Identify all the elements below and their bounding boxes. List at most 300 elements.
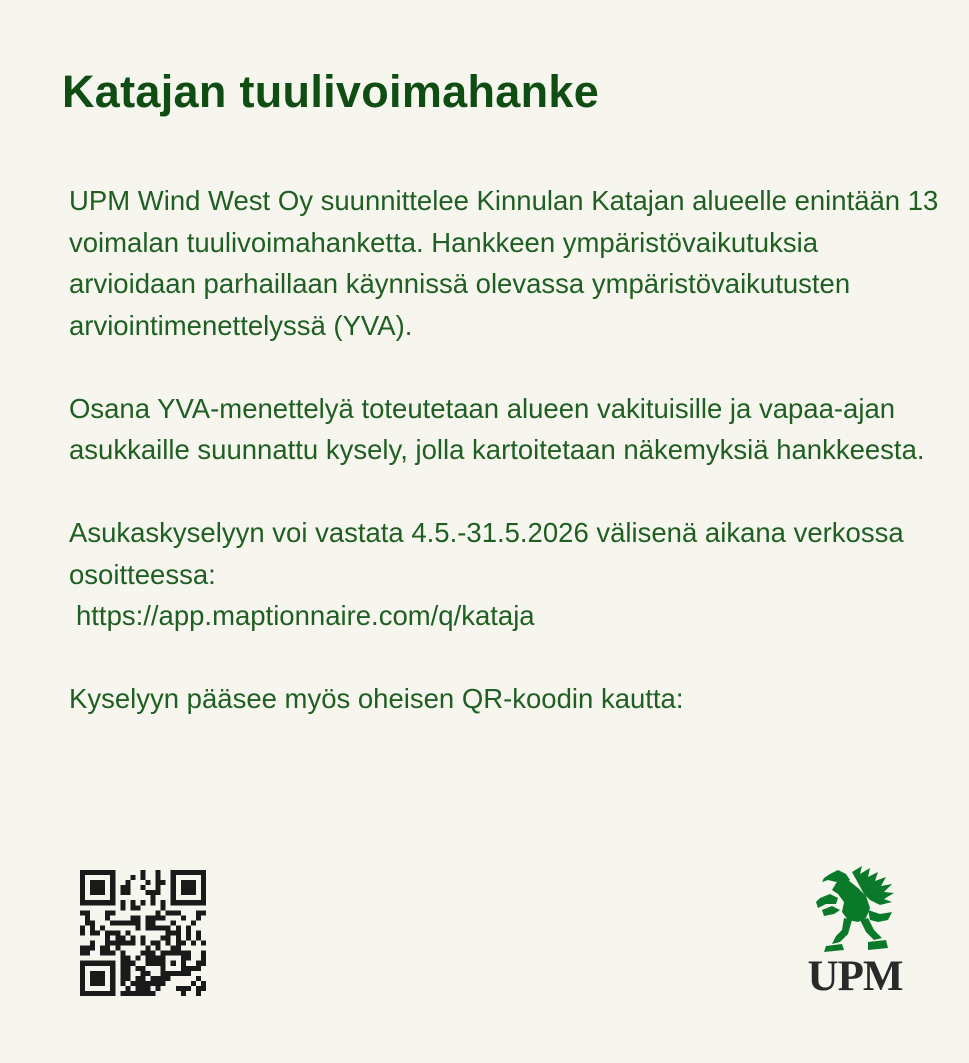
qr-module bbox=[151, 925, 156, 930]
qr-module bbox=[156, 910, 161, 915]
qr-module bbox=[110, 951, 115, 956]
qr-module bbox=[90, 991, 95, 996]
qr-module bbox=[120, 981, 125, 986]
qr-module bbox=[166, 936, 171, 941]
qr-module bbox=[95, 930, 100, 935]
qr-module bbox=[151, 991, 156, 996]
qr-module bbox=[135, 976, 140, 981]
qr-module bbox=[151, 895, 156, 900]
logo-text: UPM bbox=[807, 953, 903, 1000]
qr-module bbox=[120, 936, 125, 941]
qr-module bbox=[100, 971, 105, 976]
qr-module bbox=[110, 930, 115, 935]
qr-module bbox=[100, 880, 105, 885]
qr-module bbox=[161, 900, 166, 905]
qr-module bbox=[90, 885, 95, 890]
qr-module bbox=[186, 956, 191, 961]
qr-module bbox=[181, 956, 186, 961]
qr-module bbox=[171, 890, 176, 895]
qr-module bbox=[80, 890, 85, 895]
qr-module bbox=[201, 895, 206, 900]
qr-module bbox=[120, 890, 125, 895]
qr-module bbox=[135, 915, 140, 920]
qr-module bbox=[105, 936, 110, 941]
qr-module bbox=[110, 971, 115, 976]
qr-module bbox=[186, 890, 191, 895]
qr-module bbox=[100, 991, 105, 996]
qr-module bbox=[161, 915, 166, 920]
qr-module bbox=[115, 941, 120, 946]
qr-module bbox=[120, 951, 125, 956]
qr-module bbox=[161, 961, 166, 966]
qr-module bbox=[110, 981, 115, 986]
qr-module bbox=[166, 971, 171, 976]
qr-module bbox=[156, 890, 161, 895]
qr-module bbox=[161, 951, 166, 956]
qr-module bbox=[90, 981, 95, 986]
qr-module bbox=[135, 981, 140, 986]
qr-module bbox=[146, 991, 151, 996]
qr-module bbox=[151, 890, 156, 895]
qr-module bbox=[191, 880, 196, 885]
qr-module bbox=[100, 976, 105, 981]
qr-module bbox=[125, 941, 130, 946]
qr-module bbox=[80, 971, 85, 976]
qr-module bbox=[125, 930, 130, 935]
qr-module bbox=[156, 925, 161, 930]
qr-module bbox=[191, 920, 196, 925]
qr-module bbox=[146, 915, 151, 920]
qr-module bbox=[130, 991, 135, 996]
qr-module bbox=[85, 991, 90, 996]
qr-module bbox=[135, 920, 140, 925]
qr-module bbox=[85, 915, 90, 920]
qr-module bbox=[181, 900, 186, 905]
qr-module bbox=[80, 976, 85, 981]
griffin-icon bbox=[808, 864, 900, 956]
qr-module bbox=[181, 870, 186, 875]
qr-module bbox=[151, 976, 156, 981]
qr-module bbox=[140, 971, 145, 976]
qr-module bbox=[80, 885, 85, 890]
qr-module bbox=[146, 920, 151, 925]
qr-note-paragraph: Kyselyyn pääsee myös oheisen QR-koodin kautta: bbox=[69, 683, 684, 714]
qr-module bbox=[85, 951, 90, 956]
qr-module bbox=[151, 941, 156, 946]
qr-module bbox=[140, 870, 145, 875]
qr-module bbox=[201, 875, 206, 880]
qr-module bbox=[161, 925, 166, 930]
qr-module bbox=[95, 890, 100, 895]
qr-module bbox=[176, 951, 181, 956]
qr-module bbox=[201, 900, 206, 905]
qr-module bbox=[166, 930, 171, 935]
qr-module bbox=[196, 961, 201, 966]
qr-module bbox=[130, 941, 135, 946]
qr-module bbox=[95, 880, 100, 885]
qr-module bbox=[140, 986, 145, 991]
qr-module bbox=[156, 880, 161, 885]
qr-module bbox=[151, 956, 156, 961]
qr-module bbox=[110, 910, 115, 915]
qr-module bbox=[161, 956, 166, 961]
qr-module bbox=[80, 951, 85, 956]
qr-module bbox=[201, 951, 206, 956]
qr-module bbox=[130, 875, 135, 880]
qr-module bbox=[120, 920, 125, 925]
qr-module bbox=[80, 925, 85, 930]
qr-module bbox=[130, 905, 135, 910]
qr-module bbox=[196, 966, 201, 971]
qr-module bbox=[191, 900, 196, 905]
qr-module bbox=[140, 951, 145, 956]
qr-module bbox=[90, 890, 95, 895]
qr-module bbox=[135, 925, 140, 930]
qr-module bbox=[140, 885, 145, 890]
qr-module bbox=[130, 900, 135, 905]
qr-module bbox=[201, 910, 206, 915]
qr-module bbox=[110, 941, 115, 946]
qr-module bbox=[196, 991, 201, 996]
qr-module bbox=[186, 900, 191, 905]
qr-module bbox=[176, 986, 181, 991]
qr-module bbox=[171, 895, 176, 900]
qr-module bbox=[186, 936, 191, 941]
qr-module bbox=[140, 875, 145, 880]
qr-module bbox=[140, 900, 145, 905]
qr-module bbox=[100, 981, 105, 986]
qr-module bbox=[181, 951, 186, 956]
qr-module bbox=[110, 966, 115, 971]
qr-module bbox=[181, 915, 186, 920]
qr-module bbox=[161, 966, 166, 971]
qr-module bbox=[100, 900, 105, 905]
qr-module bbox=[80, 880, 85, 885]
qr-module bbox=[181, 885, 186, 890]
qr-module bbox=[186, 966, 191, 971]
qr-module bbox=[80, 946, 85, 951]
qr-module bbox=[176, 925, 181, 930]
qr-module bbox=[115, 920, 120, 925]
qr-module bbox=[110, 895, 115, 900]
qr-module bbox=[181, 890, 186, 895]
qr-module bbox=[151, 915, 156, 920]
qr-module bbox=[125, 966, 130, 971]
qr-module bbox=[105, 870, 110, 875]
qr-module bbox=[80, 895, 85, 900]
qr-module bbox=[186, 870, 191, 875]
qr-module bbox=[151, 951, 156, 956]
qr-module bbox=[201, 956, 206, 961]
qr-module bbox=[171, 920, 176, 925]
qr-module bbox=[151, 920, 156, 925]
qr-module bbox=[161, 880, 166, 885]
qr-module bbox=[110, 961, 115, 966]
qr-module bbox=[85, 910, 90, 915]
qr-module bbox=[95, 991, 100, 996]
qr-module bbox=[171, 946, 176, 951]
qr-module bbox=[140, 981, 145, 986]
qr-module bbox=[130, 936, 135, 941]
qr-module bbox=[140, 976, 145, 981]
qr-module bbox=[90, 925, 95, 930]
qr-module bbox=[196, 910, 201, 915]
qr-module bbox=[186, 971, 191, 976]
qr-module bbox=[171, 910, 176, 915]
qr-module bbox=[191, 981, 196, 986]
qr-module bbox=[80, 875, 85, 880]
qr-module bbox=[176, 941, 181, 946]
qr-module bbox=[135, 956, 140, 961]
qr-module bbox=[161, 936, 166, 941]
qr-module bbox=[186, 930, 191, 935]
qr-module bbox=[125, 920, 130, 925]
page-title: Katajan tuulivoimahanke bbox=[62, 66, 600, 117]
qr-module bbox=[171, 930, 176, 935]
qr-module bbox=[120, 885, 125, 890]
qr-module bbox=[95, 971, 100, 976]
qr-module bbox=[125, 885, 130, 890]
qr-module bbox=[166, 951, 171, 956]
qr-module bbox=[156, 915, 161, 920]
qr-module bbox=[201, 986, 206, 991]
survey-link[interactable]: https://app.maptionnaire.com/q/kataja bbox=[76, 600, 535, 631]
qr-module bbox=[115, 946, 120, 951]
qr-module bbox=[171, 951, 176, 956]
qr-module bbox=[120, 900, 125, 905]
qr-module bbox=[125, 880, 130, 885]
qr-module bbox=[186, 885, 191, 890]
qr-module bbox=[151, 981, 156, 986]
qr-module bbox=[85, 961, 90, 966]
qr-module bbox=[120, 966, 125, 971]
qr-module bbox=[196, 900, 201, 905]
qr-module bbox=[80, 870, 85, 875]
qr-module bbox=[166, 910, 171, 915]
qr-module bbox=[105, 941, 110, 946]
qr-module bbox=[140, 991, 145, 996]
qr-module bbox=[201, 941, 206, 946]
qr-module bbox=[95, 885, 100, 890]
qr-module bbox=[110, 900, 115, 905]
qr-module bbox=[80, 981, 85, 986]
qr-module bbox=[125, 991, 130, 996]
qr-module bbox=[146, 961, 151, 966]
qr-module bbox=[161, 971, 166, 976]
qr-module bbox=[105, 930, 110, 935]
qr-module bbox=[125, 890, 130, 895]
qr-module bbox=[196, 870, 201, 875]
qr-module bbox=[196, 936, 201, 941]
qr-module bbox=[156, 941, 161, 946]
qr-module bbox=[105, 951, 110, 956]
qr-module bbox=[100, 961, 105, 966]
qr-module bbox=[130, 961, 135, 966]
qr-module bbox=[135, 986, 140, 991]
qr-module bbox=[196, 976, 201, 981]
qr-module bbox=[120, 956, 125, 961]
qr-module bbox=[140, 936, 145, 941]
qr-module bbox=[201, 885, 206, 890]
qr-module bbox=[156, 870, 161, 875]
qr-module bbox=[120, 905, 125, 910]
qr-module bbox=[201, 880, 206, 885]
qr-module bbox=[181, 880, 186, 885]
qr-module bbox=[95, 981, 100, 986]
qr-module bbox=[110, 885, 115, 890]
qr-module bbox=[151, 961, 156, 966]
qr-module bbox=[146, 981, 151, 986]
qr-module bbox=[85, 870, 90, 875]
qr-module bbox=[176, 936, 181, 941]
qr-module bbox=[100, 946, 105, 951]
qr-module bbox=[146, 986, 151, 991]
qr-module bbox=[191, 885, 196, 890]
qr-module bbox=[166, 941, 171, 946]
qr-module bbox=[156, 981, 161, 986]
qr-module bbox=[120, 991, 125, 996]
qr-module bbox=[156, 961, 161, 966]
qr-module bbox=[156, 986, 161, 991]
qr-module bbox=[181, 941, 186, 946]
qr-module bbox=[201, 981, 206, 986]
qr-module bbox=[151, 900, 156, 905]
qr-module bbox=[80, 986, 85, 991]
qr-module bbox=[130, 920, 135, 925]
period-paragraph bbox=[69, 512, 939, 637]
qr-module bbox=[176, 870, 181, 875]
qr-module bbox=[115, 930, 120, 935]
qr-module bbox=[135, 991, 140, 996]
qr-module bbox=[181, 966, 186, 971]
qr-module bbox=[105, 961, 110, 966]
qr-module bbox=[186, 986, 191, 991]
qr-module bbox=[161, 905, 166, 910]
upm-logo bbox=[800, 864, 910, 1000]
qr-module bbox=[196, 986, 201, 991]
qr-module bbox=[186, 925, 191, 930]
qr-module bbox=[161, 981, 166, 986]
qr-module bbox=[90, 930, 95, 935]
qr-module bbox=[90, 971, 95, 976]
qr-module bbox=[100, 870, 105, 875]
qr-module bbox=[171, 900, 176, 905]
qr-module bbox=[125, 976, 130, 981]
qr-module bbox=[80, 900, 85, 905]
qr-module bbox=[176, 946, 181, 951]
qr-module bbox=[95, 961, 100, 966]
qr-module bbox=[80, 966, 85, 971]
qr-module bbox=[80, 961, 85, 966]
qr-module bbox=[80, 930, 85, 935]
qr-module bbox=[110, 875, 115, 880]
qr-module bbox=[146, 925, 151, 930]
qr-module bbox=[125, 956, 130, 961]
qr-module bbox=[166, 925, 171, 930]
qr-module bbox=[161, 976, 166, 981]
qr-module bbox=[146, 946, 151, 951]
qr-module bbox=[110, 870, 115, 875]
qr-module bbox=[105, 910, 110, 915]
qr-module bbox=[146, 880, 151, 885]
qr-module bbox=[85, 920, 90, 925]
qr-module bbox=[90, 946, 95, 951]
qr-module bbox=[110, 991, 115, 996]
qr-module bbox=[100, 890, 105, 895]
qr-module bbox=[90, 880, 95, 885]
qr-module bbox=[80, 910, 85, 915]
qr-module bbox=[196, 915, 201, 920]
qr-module bbox=[186, 951, 191, 956]
qr-module bbox=[125, 961, 130, 966]
qr-module bbox=[146, 971, 151, 976]
qr-module bbox=[191, 890, 196, 895]
qr-module bbox=[90, 870, 95, 875]
qr-module bbox=[196, 930, 201, 935]
qr-module bbox=[100, 885, 105, 890]
qr-module bbox=[125, 986, 130, 991]
qr-module bbox=[105, 900, 110, 905]
qr-module bbox=[95, 976, 100, 981]
qr-module bbox=[90, 976, 95, 981]
qr-module bbox=[191, 941, 196, 946]
qr-module bbox=[191, 966, 196, 971]
qr-module bbox=[105, 946, 110, 951]
qr-module bbox=[171, 971, 176, 976]
qr-module bbox=[90, 900, 95, 905]
qr-module bbox=[80, 991, 85, 996]
qr-module bbox=[146, 890, 151, 895]
qr-module bbox=[191, 870, 196, 875]
qr-module bbox=[110, 976, 115, 981]
qr-module bbox=[105, 991, 110, 996]
qr-module bbox=[110, 880, 115, 885]
qr-module bbox=[176, 900, 181, 905]
survey-paragraph: Osana YVA-menettelyä toteutetaan alueen vakituisille ja vapaa-ajan asukkaille suunnattu kysely, jolla kartoitetaan näkemyksiä hankkeesta. bbox=[69, 392, 925, 465]
qr-module bbox=[156, 956, 161, 961]
qr-code-icon[interactable] bbox=[80, 870, 206, 996]
qr-module bbox=[90, 961, 95, 966]
qr-module bbox=[115, 936, 120, 941]
qr-module bbox=[156, 946, 161, 951]
qr-module bbox=[135, 966, 140, 971]
qr-module bbox=[181, 961, 186, 966]
qr-module bbox=[120, 941, 125, 946]
qr-module bbox=[85, 946, 90, 951]
qr-module bbox=[201, 870, 206, 875]
qr-module bbox=[156, 976, 161, 981]
qr-module bbox=[171, 885, 176, 890]
qr-module bbox=[95, 900, 100, 905]
qr-module bbox=[120, 976, 125, 981]
qr-module bbox=[171, 880, 176, 885]
qr-module bbox=[186, 880, 191, 885]
qr-module bbox=[181, 991, 186, 996]
qr-module bbox=[130, 915, 135, 920]
qr-module bbox=[110, 986, 115, 991]
qr-module bbox=[201, 961, 206, 966]
qr-module bbox=[181, 986, 186, 991]
qr-module bbox=[156, 875, 161, 880]
period-text: Asukaskyselyyn voi vastata 4.5.-31.5.2026 välisenä aikana verkossa osoitteessa: bbox=[69, 517, 904, 590]
qr-module bbox=[130, 981, 135, 986]
qr-module bbox=[176, 930, 181, 935]
qr-module bbox=[146, 956, 151, 961]
qr-module bbox=[105, 915, 110, 920]
qr-module bbox=[120, 961, 125, 966]
qr-module bbox=[135, 905, 140, 910]
qr-module bbox=[100, 925, 105, 930]
